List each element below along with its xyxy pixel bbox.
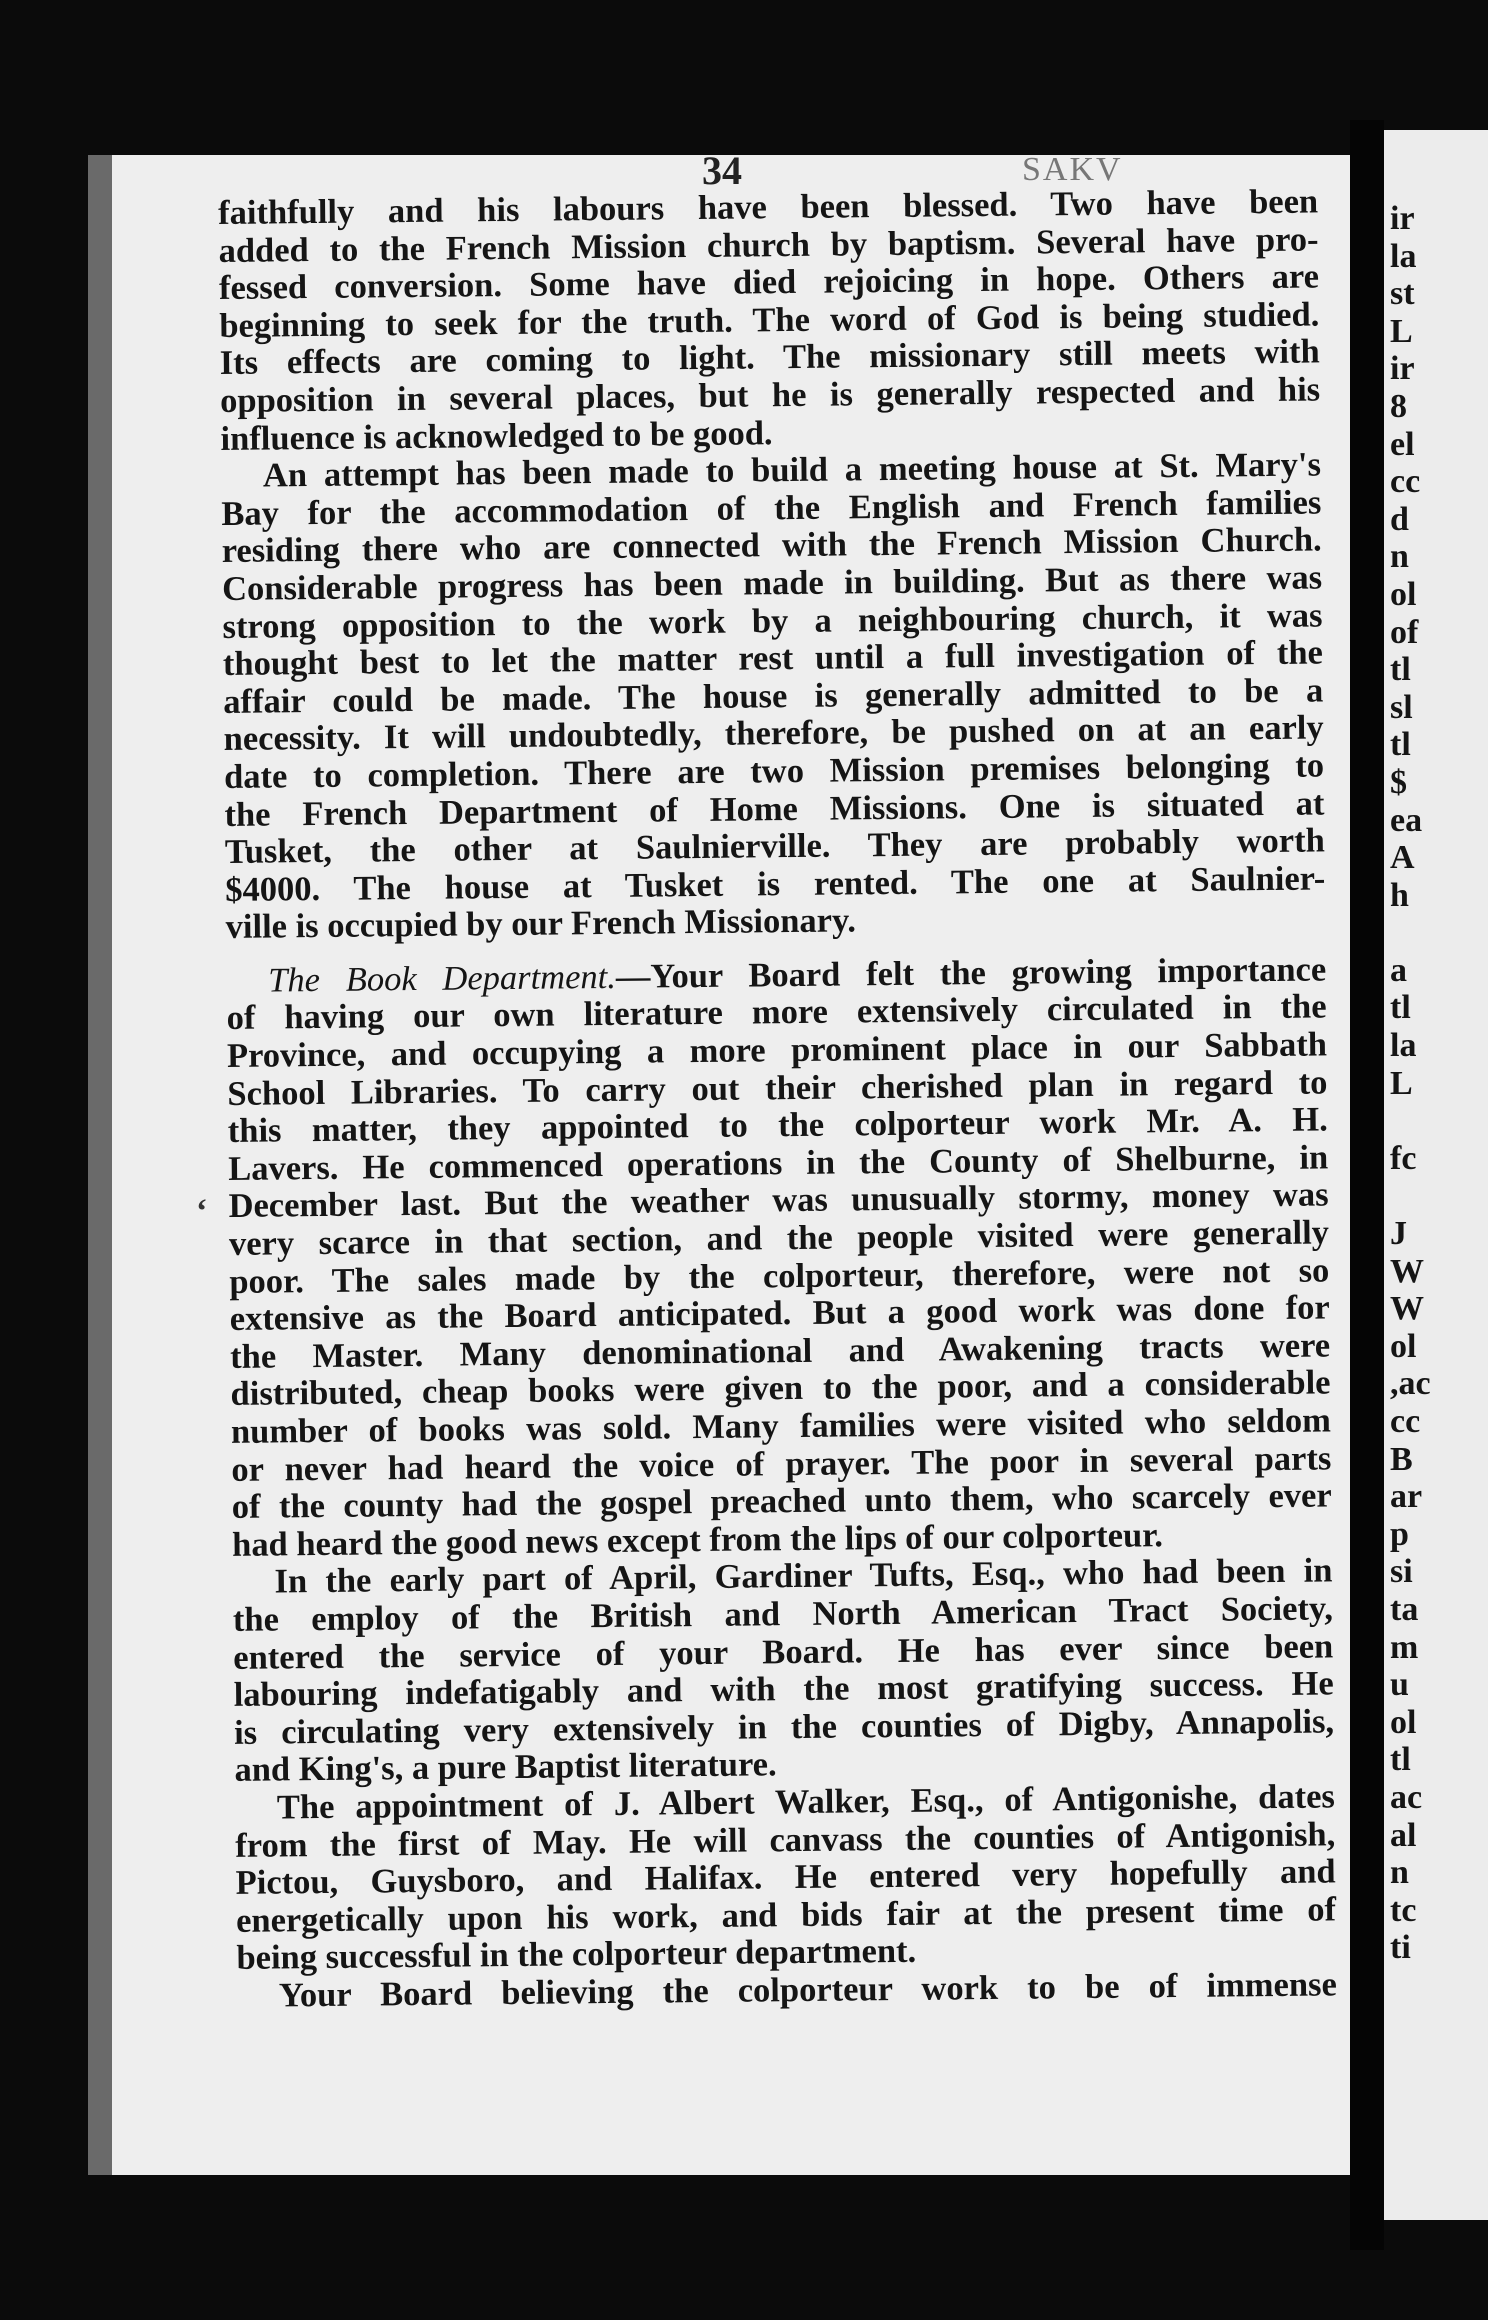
text-line: Bay for the accommodation of the English and French families xyxy=(221,483,1322,533)
facing-page-fragment: W xyxy=(1390,1252,1424,1290)
text-line: is circulating very extensively in the counties of Digby, Annapolis, xyxy=(233,1702,1335,1752)
facing-page-fragment: ar xyxy=(1390,1478,1423,1516)
facing-page-fragment: la xyxy=(1390,1027,1417,1065)
text-line: extensive as the Board anticipated. But a good work was done for xyxy=(229,1288,1330,1339)
text-line: thought best to let the matter rest until a full investigation of the xyxy=(222,633,1324,684)
text-line: entered the service of your Board. He has ever since been xyxy=(233,1626,1334,1677)
text-line: Pictou, Guysboro, and Halifax. He entered very hopefully and xyxy=(235,1852,1336,1903)
text-line: number of books was sold. Many families were visited who seldom xyxy=(230,1401,1332,1451)
text-line: energetically upon his work, and bids fair at the present time of xyxy=(235,1890,1337,1940)
facing-page-fragment: J xyxy=(1390,1215,1407,1253)
text-line: this matter, they appointed to the colporteur work Mr. A. H. xyxy=(227,1100,1328,1151)
text-line: December last. But the weather was unusually stormy, money was xyxy=(228,1175,1329,1226)
text-line: had heard the good news except from the lips of our colporteur. xyxy=(231,1515,1164,1564)
facing-page-fragment: ,ac xyxy=(1390,1365,1431,1403)
facing-page-fragment: si xyxy=(1390,1553,1413,1591)
text-line: Lavers. He commenced operations in the County of Shelburne, in xyxy=(227,1138,1329,1188)
text-line: from the first of May. He will canvass the counties of Antigonish, xyxy=(235,1814,1336,1865)
facing-page-fragment: tl xyxy=(1390,1741,1411,1779)
facing-page-text xyxy=(1384,130,1488,1967)
library-stamp: SAKV xyxy=(1022,155,1123,188)
text-line: the French Department of Home Missions. One is situated at xyxy=(224,783,1325,834)
facing-page-fragment: ir xyxy=(1390,200,1415,237)
text-line: Your Board believing the colporteur work to be of immense xyxy=(278,1965,1337,2015)
facing-page-fragment: d xyxy=(1390,500,1409,538)
facing-page-fragment: ea xyxy=(1390,801,1423,839)
facing-page-fragment: of xyxy=(1390,613,1419,651)
margin-mark: ‘ xyxy=(196,1193,208,1230)
text-line: date to completion. There are two Mission premises belonging to xyxy=(223,746,1325,796)
text-line: necessity. It will undoubtedly, therefore, be pushed on at an early xyxy=(223,708,1324,759)
facing-page-fragment: sl xyxy=(1390,688,1413,726)
text-line: and King's, a pure Baptist literature. xyxy=(234,1745,777,1790)
facing-page-fragment: cc xyxy=(1390,1403,1421,1440)
book-page xyxy=(88,155,1350,2175)
facing-page-fragment xyxy=(1384,914,1488,952)
text-line: of having our own literature more extensively circulated in the xyxy=(226,987,1327,1038)
text-line: Tusket, the other at Saulnierville. They are probably worth xyxy=(224,821,1326,872)
facing-page-edge xyxy=(1384,130,1488,2220)
facing-page-fragment: L xyxy=(1390,1064,1413,1102)
text-line: In the early part of April, Gardiner Tufts, Esq., who had been in xyxy=(274,1551,1333,1601)
facing-page-fragment: fc xyxy=(1390,1139,1417,1177)
text-line: very scarce in that section, and the people visited were generally xyxy=(228,1213,1330,1263)
facing-page-fragment: cc xyxy=(1390,463,1421,501)
facing-page-fragment: $ xyxy=(1390,763,1407,801)
facing-page-fragment: la xyxy=(1390,237,1417,275)
facing-page-fragment: ti xyxy=(1390,1929,1411,1967)
page-number: 34 xyxy=(702,155,742,193)
facing-page-fragment: ta xyxy=(1390,1590,1419,1628)
text-line: Its effects are coming to light. The missionary still meets with xyxy=(219,332,1320,383)
facing-page-fragment: el xyxy=(1390,425,1415,463)
facing-page-fragment xyxy=(1384,1177,1488,1215)
facing-page-fragment: L xyxy=(1390,312,1413,350)
text-line: Considerable progress has been made in building. But as there was xyxy=(221,558,1323,608)
text-line: the employ of the British and North American Tract Society, xyxy=(232,1589,1334,1639)
facing-page-fragment: p xyxy=(1390,1515,1409,1553)
facing-page-fragment: W xyxy=(1390,1290,1424,1328)
text-line: distributed, cheap books were given to the poor, and a considerable xyxy=(230,1363,1331,1414)
text-line: poor. The sales made by the colporteur, therefore, were not so xyxy=(229,1251,1330,1301)
facing-page-fragment: A xyxy=(1390,839,1415,877)
text-line: residing there who are connected with the French Mission Church. xyxy=(221,520,1322,571)
text-line: fessed conversion. Some have died rejoicing in hope. Others are xyxy=(218,257,1320,308)
text-line: $4000. The house at Tusket is rented. The one at Saulnier- xyxy=(225,859,1326,909)
book-spine xyxy=(1350,120,1384,2250)
facing-page-fragment xyxy=(1384,1102,1488,1140)
text-line: influence is acknowledged to be good. xyxy=(220,413,773,458)
text-line: faithfully and his labours have been blessed. Two have been xyxy=(217,182,1319,232)
text-line: of the county had the gospel preached unto them, who scarcely ever xyxy=(231,1476,1332,1527)
facing-page-fragment: tc xyxy=(1390,1891,1417,1929)
facing-page-fragment: n xyxy=(1390,1854,1409,1892)
text-line: beginning to seek for the truth. The word of God is being studied. xyxy=(219,295,1320,345)
text-line: added to the French Mission church by baptism. Several have pro- xyxy=(218,220,1319,270)
text-line: opposition in several places, but he is generally respected and his xyxy=(219,370,1321,420)
page-body xyxy=(218,183,1337,2015)
facing-page-fragment: B xyxy=(1390,1440,1413,1478)
facing-page-fragment: ol xyxy=(1390,1703,1417,1741)
text-line: School Libraries. To carry out their cherished plan in regard to xyxy=(227,1063,1328,1113)
section-heading: The Book Department. xyxy=(268,957,617,1000)
text-line: The appointment of J. Albert Walker, Esq., of Antigonishe, dates xyxy=(276,1777,1336,1827)
text-line: being successful in the colporteur department. xyxy=(236,1932,917,1978)
facing-page-fragment: ol xyxy=(1390,575,1417,613)
text-line: affair could be made. The house is generally admitted to be a xyxy=(223,671,1324,721)
facing-page-fragment: a xyxy=(1390,951,1407,989)
facing-page-fragment: tl xyxy=(1390,726,1411,764)
text-line: the Master. Many denominational and Awakening tracts were xyxy=(229,1326,1331,1376)
text-line: Province, and occupying a more prominent place in our Sabbath xyxy=(226,1025,1328,1076)
facing-page-fragment: ol xyxy=(1390,1327,1417,1365)
facing-page-fragment: u xyxy=(1390,1666,1409,1704)
text-line: strong opposition to the work by a neighbouring church, it was xyxy=(222,595,1323,646)
facing-page-fragment: ac xyxy=(1390,1778,1423,1816)
text-line: or never had heard the voice of prayer. The poor in several parts xyxy=(231,1439,1332,1489)
facing-page-fragment: m xyxy=(1390,1628,1419,1666)
facing-page-fragment: n xyxy=(1390,538,1409,576)
facing-page-fragment: 8 xyxy=(1390,387,1407,425)
facing-page-fragment: st xyxy=(1390,275,1415,313)
facing-page-fragment: ir xyxy=(1390,350,1415,388)
text-line: labouring indefatigably and with the most gratifying success. He xyxy=(233,1664,1334,1715)
text-line: An attempt has been made to build a meeting house at St. Mary's xyxy=(262,445,1322,495)
text-line: ville is occupied by our French Missionary. xyxy=(225,901,857,947)
facing-page-fragment: al xyxy=(1390,1816,1417,1854)
facing-page-fragment: tl xyxy=(1390,651,1411,689)
text-line-rest: —Your Board felt the growing importance xyxy=(615,950,1327,996)
facing-page-fragment: tl xyxy=(1390,989,1411,1027)
facing-page-fragment: h xyxy=(1390,876,1409,914)
